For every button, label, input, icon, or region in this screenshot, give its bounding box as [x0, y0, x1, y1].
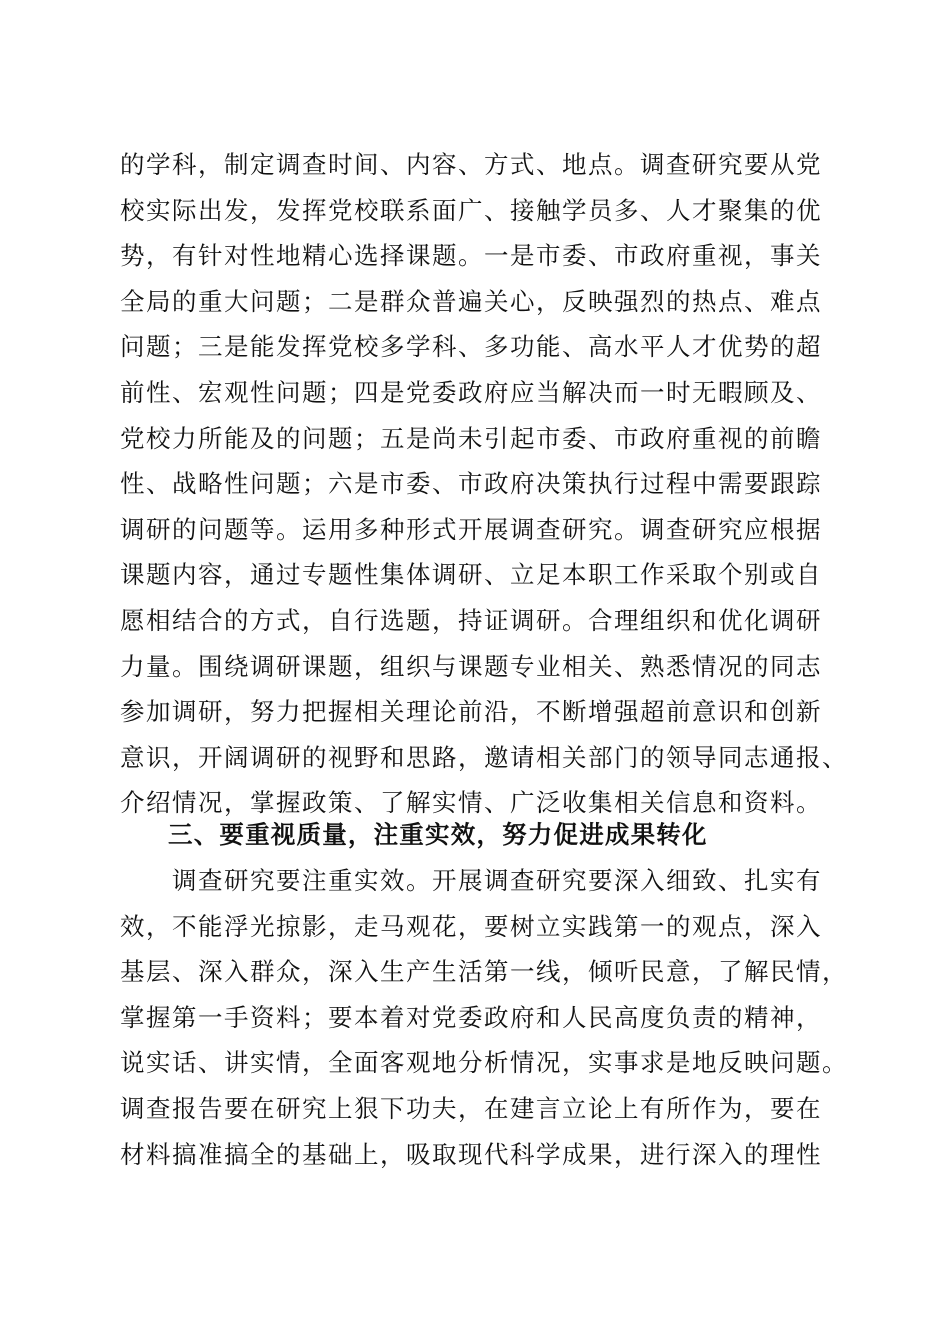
- text-line: 参加调研，努力把握相关理论前沿，不断增强超前意识和创新: [120, 697, 822, 727]
- text-line: 调查研究要注重实效。开展调查研究要深入细致、扎实有: [120, 866, 822, 895]
- text-line: 问题；三是能发挥党校多学科、多功能、高水平人才优势的超: [120, 332, 822, 362]
- text-line: 的学科，制定调查时间、内容、方式、地点。调查研究要从党: [120, 150, 822, 179]
- text-line: 调研的问题等。运用多种形式开展调查研究。调查研究应根据: [120, 514, 822, 544]
- text-line: 介绍情况，掌握政策、了解实情、广泛收集相关信息和资料。: [120, 788, 822, 818]
- text-line: 掌握第一手资料；要本着对党委政府和人民高度负责的精神，: [120, 1002, 822, 1032]
- text-line: 课题内容，通过专题性集体调研、立足本职工作采取个别或自: [120, 560, 822, 590]
- text-line: 性、战略性问题；六是市委、市政府决策执行过程中需要跟踪: [120, 469, 822, 499]
- text-line: 基层、深入群众，深入生产生活第一线，倾听民意，了解民情，: [120, 957, 848, 987]
- text-line: 党校力所能及的问题；五是尚未引起市委、市政府重视的前瞻: [120, 423, 822, 453]
- body-paragraph-2: [120, 858, 848, 1177]
- text-line: 力量。围绕调研课题，组织与课题专业相关、熟悉情况的同志: [120, 651, 822, 681]
- text-line: 前性、宏观性问题；四是党委政府应当解决而一时无暇顾及、: [120, 377, 822, 407]
- text-line: 势，有针对性地精心选择课题。一是市委、市政府重视，事关: [120, 241, 822, 271]
- section-heading: 三、要重视质量，注重实效，努力促进成果转化: [168, 820, 708, 849]
- text-line: 校实际出发，发挥党校联系面广、接触学员多、人才聚集的优: [120, 195, 822, 225]
- text-line: 材料搞准搞全的基础上，吸取现代科学成果，进行深入的理性: [120, 1139, 822, 1169]
- text-line: 全局的重大问题；二是群众普遍关心，反映强烈的热点、难点: [120, 286, 822, 316]
- text-line: 效，不能浮光掠影，走马观花，要树立实践第一的观点，深入: [120, 911, 822, 941]
- text-line: 说实话、讲实情，全面客观地分析情况，实事求是地反映问题。: [120, 1048, 848, 1078]
- text-line: 愿相结合的方式，自行选题，持证调研。合理组织和优化调研: [120, 605, 822, 635]
- text-line: 意识，开阔调研的视野和思路，邀请相关部门的领导同志通报、: [120, 742, 848, 772]
- text-line: 调查报告要在研究上狠下功夫，在建言立论上有所作为，要在: [120, 1093, 822, 1123]
- body-paragraph-1: [120, 142, 848, 826]
